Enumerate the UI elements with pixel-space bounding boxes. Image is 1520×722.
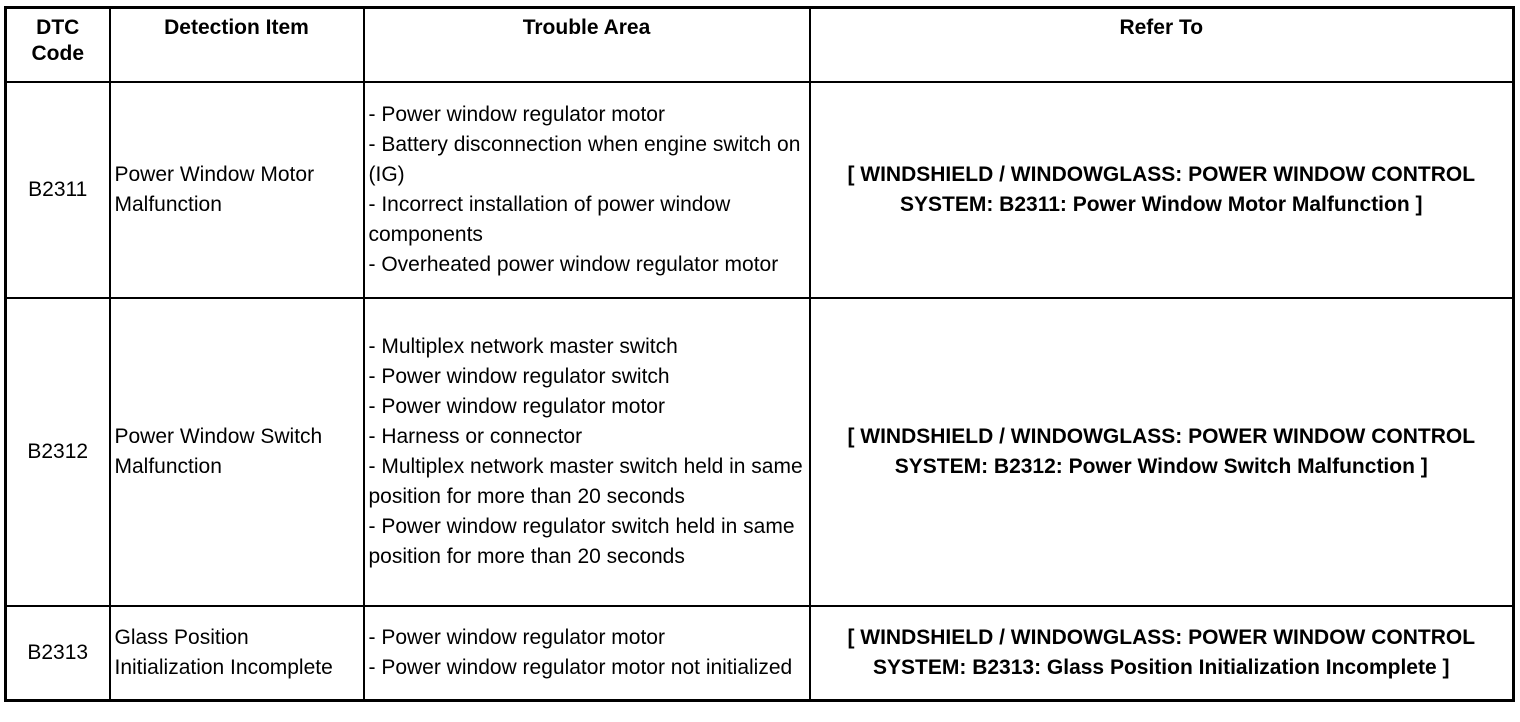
dtc-code-cell: B2312 — [6, 298, 110, 606]
trouble-area-line: - Multiplex network master switch — [368, 335, 678, 358]
trouble-area-line: - Battery disconnection when engine switch on (IG) — [368, 133, 801, 186]
header-dtc-code-line2: Code — [31, 42, 84, 65]
trouble-area-line: - Harness or connector — [368, 425, 583, 448]
trouble-area-line: - Power window regulator motor — [368, 626, 665, 649]
table-row — [6, 606, 1514, 701]
table-row — [6, 82, 1514, 298]
dtc-table — [4, 6, 1515, 702]
trouble-area-line: - Power window regulator switch held in same position for more than 20 seconds — [368, 515, 795, 568]
table-row — [6, 298, 1514, 606]
trouble-area-line: - Power window regulator motor — [368, 395, 665, 418]
header-refer-to: Refer To — [810, 8, 1514, 83]
header-detection-item: Detection Item — [110, 8, 364, 83]
trouble-area-line: - Multiplex network master switch held in same position for more than 20 seconds — [368, 455, 803, 508]
header-dtc-code-line1: DTC — [36, 16, 80, 39]
trouble-area-cell — [364, 82, 810, 298]
dtc-code-cell: B2311 — [6, 82, 110, 298]
table-header-row — [6, 8, 1514, 83]
header-trouble-area: Trouble Area — [364, 8, 810, 83]
dtc-table-container — [4, 6, 1515, 702]
trouble-area-line: - Power window regulator motor not initialized — [368, 656, 793, 679]
trouble-area-line: - Incorrect installation of power window components — [368, 193, 731, 246]
trouble-area-cell — [364, 298, 810, 606]
trouble-area-cell — [364, 606, 810, 701]
refer-to-link[interactable]: [ WINDSHIELD / WINDOWGLASS: POWER WINDOW CONTROL SYSTEM: B2311: Power Window Motor Malfunction ] — [810, 82, 1514, 298]
detection-item-cell: Glass Position Initialization Incomplete — [110, 606, 364, 701]
trouble-area-line: - Power window regulator motor — [368, 103, 665, 126]
trouble-area-line: - Power window regulator switch — [368, 365, 670, 388]
refer-to-link[interactable]: [ WINDSHIELD / WINDOWGLASS: POWER WINDOW CONTROL SYSTEM: B2313: Glass Position Initialization Incomplete ] — [810, 606, 1514, 701]
detection-item-cell: Power Window Switch Malfunction — [110, 298, 364, 606]
header-dtc-code — [6, 8, 110, 83]
dtc-code-cell: B2313 — [6, 606, 110, 701]
refer-to-link[interactable]: [ WINDSHIELD / WINDOWGLASS: POWER WINDOW CONTROL SYSTEM: B2312: Power Window Switch Malfunction ] — [810, 298, 1514, 606]
trouble-area-line: - Overheated power window regulator motor — [368, 253, 779, 276]
detection-item-cell: Power Window Motor Malfunction — [110, 82, 364, 298]
